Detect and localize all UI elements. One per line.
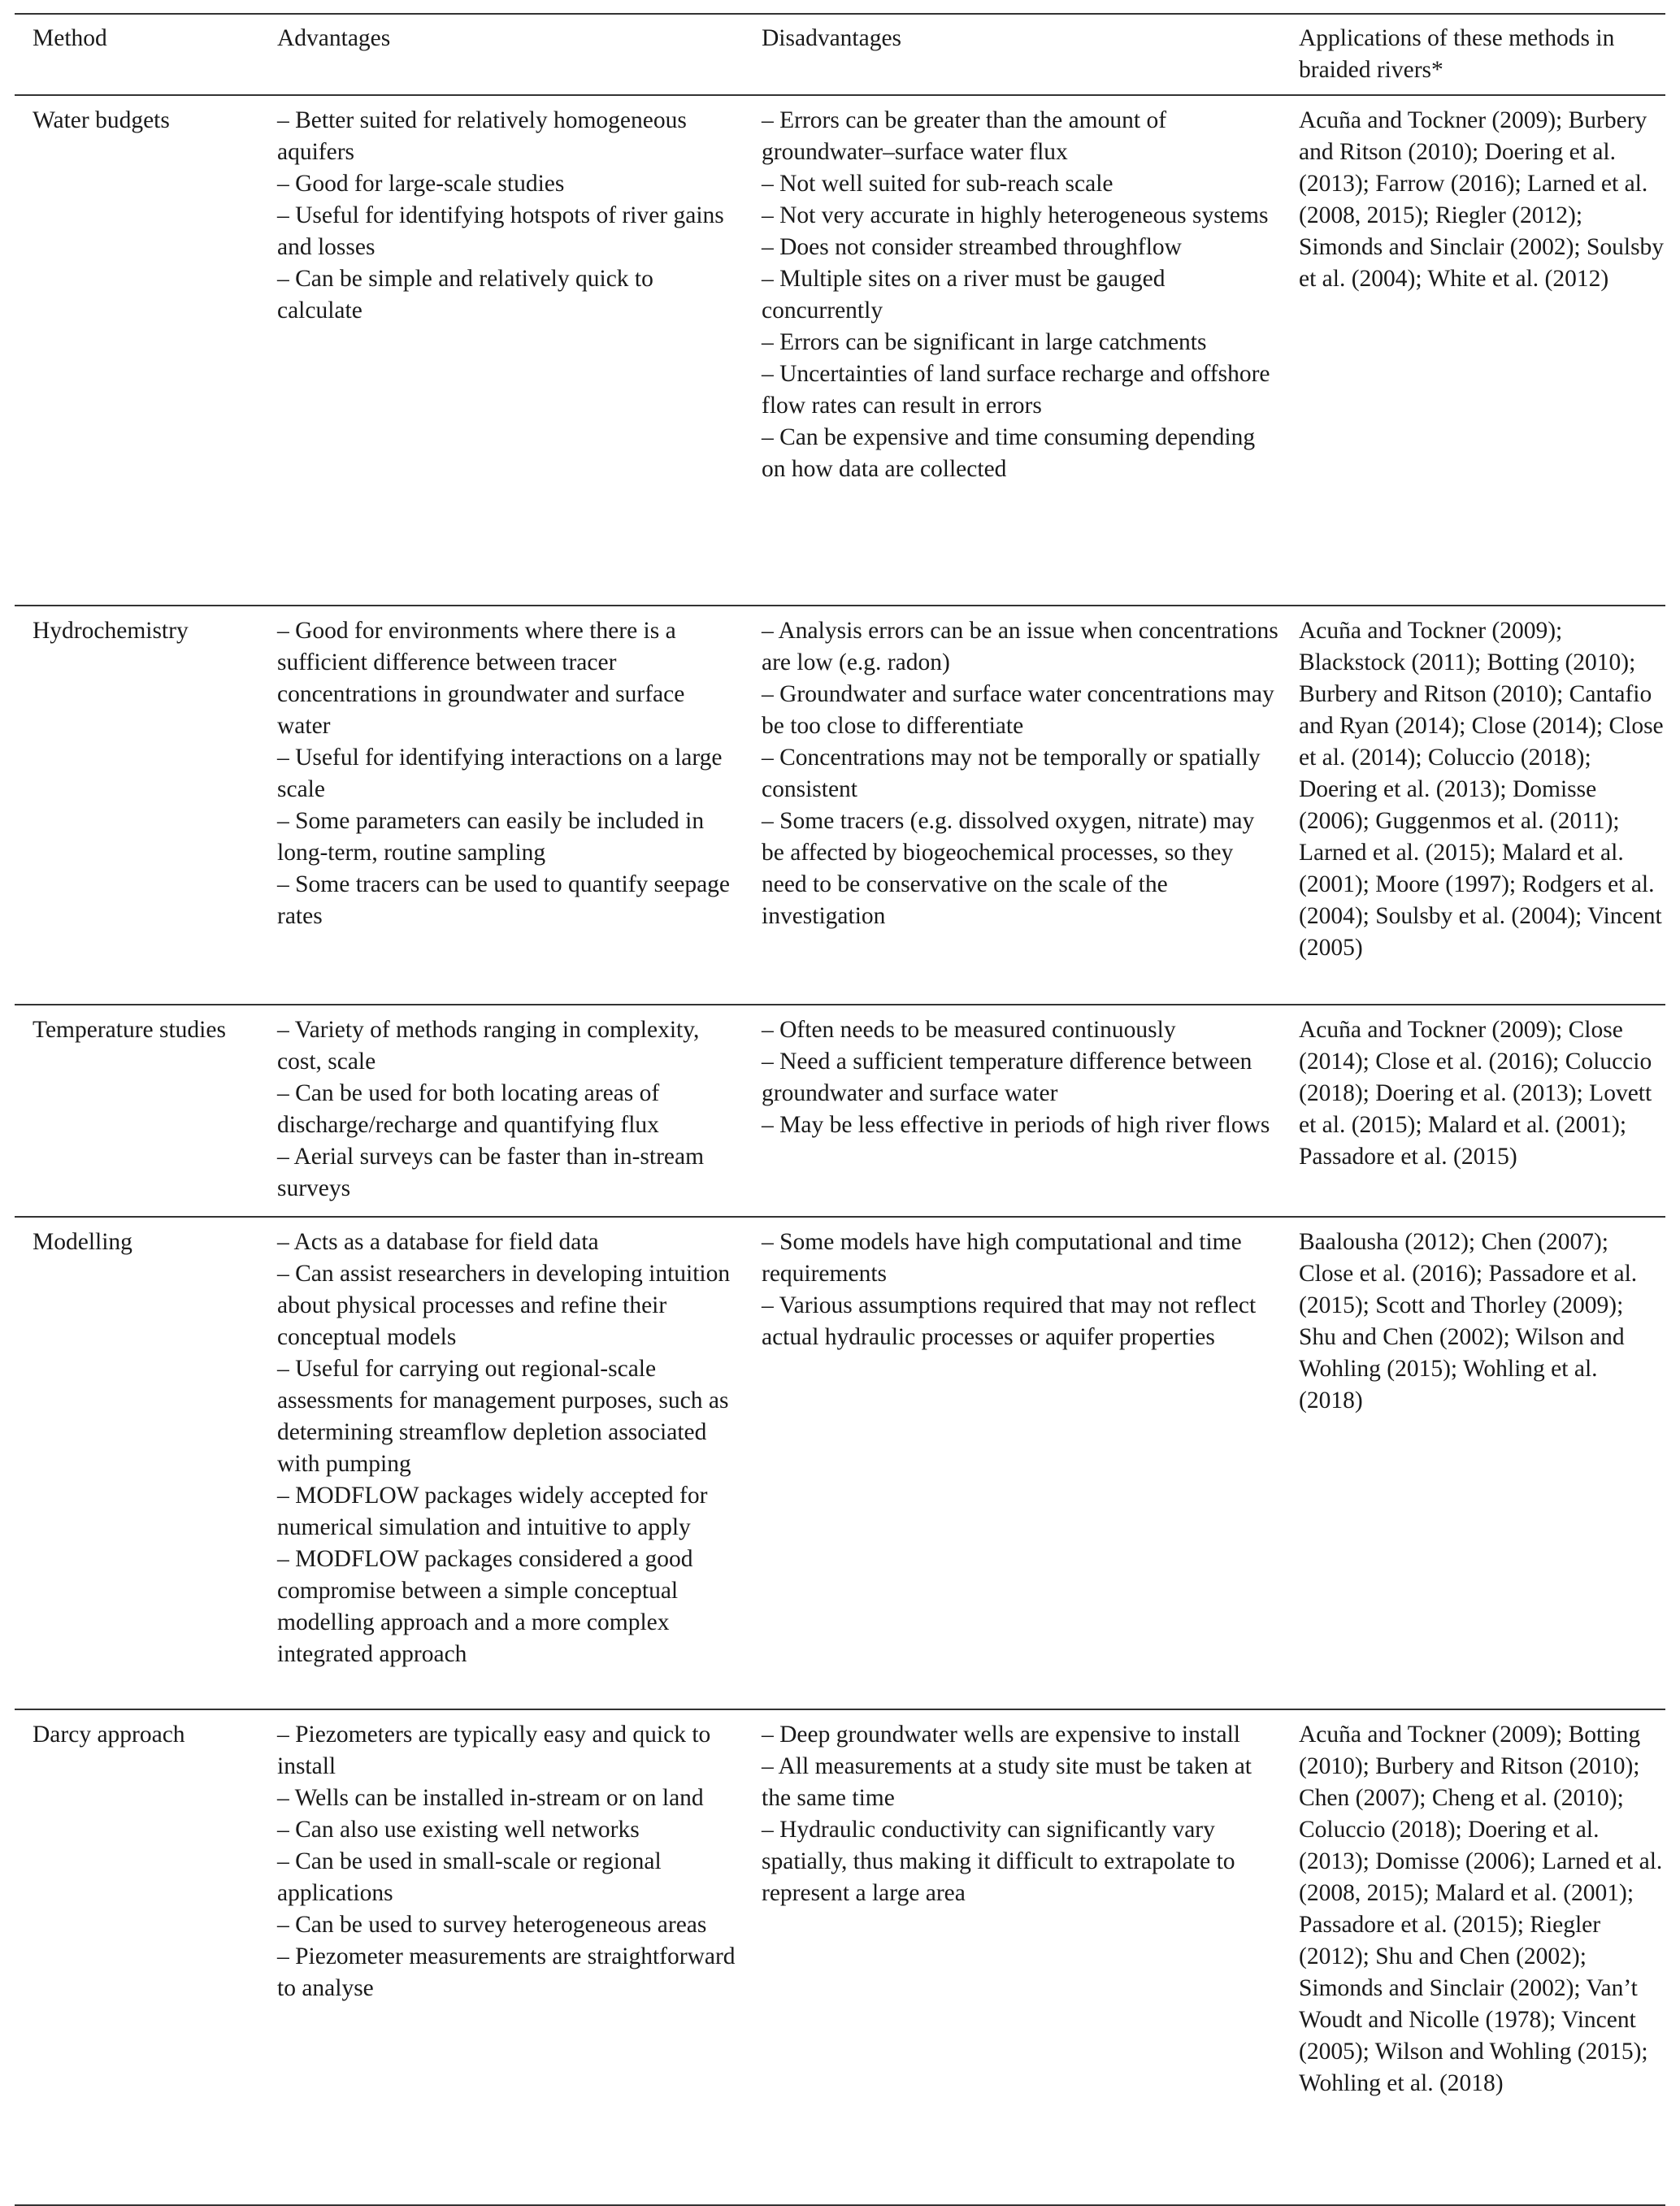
applications-citations: Acuña and Tockner (2009); Blackstock (2011); Botting (2010); Burbery and Ritson (2010); Cantafio and Ryan (2014); Close (2014); Close et al. (2014); Coluccio (2018); Doering et al. (2013); Domisse (2006); Guggenmos et al. (2011); Larned et al. (2015); Malard et al. (2001); Moore (1997); Rodgers et al. (2004); Soulsby et al. (2004); Vincent (2005) bbox=[1299, 618, 1664, 961]
advantage-item: – Variety of methods ranging in complexity, cost, scale bbox=[277, 1017, 700, 1075]
disadvantage-item: – Deep groundwater wells are expensive to install bbox=[762, 1722, 1240, 1748]
advantage-item: – Wells can be installed in-stream or on land bbox=[277, 1785, 704, 1811]
advantages-cell bbox=[259, 1005, 744, 1217]
disadvantage-item: – Can be expensive and time consuming depending on how data are collected bbox=[762, 424, 1256, 482]
disadvantage-item: – Often needs to be measured continuously bbox=[762, 1017, 1176, 1043]
advantages-cell bbox=[259, 1217, 744, 1709]
header-method: Method bbox=[33, 25, 107, 51]
disadvantage-item: – Some tracers (e.g. dissolved oxygen, nitrate) may be affected by biogeochemical processes, so they need to be conservative on the scale of the investigation bbox=[762, 808, 1255, 929]
disadvantage-item: – Errors can be greater than the amount of groundwater–surface water flux bbox=[762, 107, 1167, 165]
applications-cell bbox=[1281, 1217, 1665, 1709]
disadvantage-item: – Various assumptions required that may not reflect actual hydraulic processes or aquifer properties bbox=[762, 1292, 1257, 1350]
advantage-item: – Better suited for relatively homogeneous aquifers bbox=[277, 107, 687, 165]
disadvantages-cell bbox=[744, 606, 1281, 1005]
disadvantage-item: – All measurements at a study site must be taken at the same time bbox=[762, 1753, 1252, 1811]
advantage-item: – Can be used for both locating areas of discharge/recharge and quantifying flux bbox=[277, 1080, 660, 1138]
table-row bbox=[15, 606, 1665, 1005]
header-disadvantages: Disadvantages bbox=[762, 25, 902, 51]
advantage-item: – MODFLOW packages widely accepted for numerical simulation and intuitive to apply bbox=[277, 1483, 708, 1540]
disadvantage-item: – Not very accurate in highly heterogeneous systems bbox=[762, 202, 1269, 228]
disadvantage-item: – Does not consider streambed throughflow bbox=[762, 234, 1182, 260]
disadvantage-item: – Uncertainties of land surface recharge and offshore flow rates can result in errors bbox=[762, 361, 1270, 419]
advantage-item: – Piezometer measurements are straightforward to analyse bbox=[277, 1943, 736, 2001]
method-cell: Water budgets bbox=[33, 107, 170, 133]
disadvantage-item: – Concentrations may not be temporally or spatially consistent bbox=[762, 745, 1261, 802]
disadvantages-cell bbox=[744, 1217, 1281, 1709]
table-header bbox=[15, 14, 1665, 95]
disadvantage-item: – Analysis errors can be an issue when concentrations are low (e.g. radon) bbox=[762, 618, 1278, 675]
method-cell: Darcy approach bbox=[33, 1722, 185, 1748]
method-cell: Modelling bbox=[33, 1229, 132, 1255]
advantage-item: – MODFLOW packages considered a good compromise between a simple conceptual modelling approach and a more complex integrated approach bbox=[277, 1546, 693, 1667]
applications-citations: Baalousha (2012); Chen (2007); Close et al. (2016); Passadore et al. (2015); Scott and Thorley (2009); Shu and Chen (2002); Wilson and Wohling (2015); Wohling et al. (2018) bbox=[1299, 1229, 1638, 1413]
table-body bbox=[15, 95, 1665, 2205]
table-row bbox=[15, 95, 1665, 606]
applications-cell bbox=[1281, 95, 1665, 606]
applications-citations: Acuña and Tockner (2009); Botting (2010); Burbery and Ritson (2010); Chen (2007); Cheng et al. (2010); Coluccio (2018); Doering et al. (2013); Domisse (2006); Larned et al. (2008, 2015); Malard et al. (2001); Passadore et al. (2015); Riegler (2012); Shu and Chen (2002); Simonds and Sinclair (2002); Van’t Woudt and Nicolle (1978); Vincent (2005); Wilson and Wohling (2015); Wohling et al. (2018) bbox=[1299, 1722, 1663, 2096]
table-row bbox=[15, 1709, 1665, 2205]
advantage-item: – Useful for identifying interactions on a large scale bbox=[277, 745, 723, 802]
advantage-item: – Can also use existing well networks bbox=[277, 1817, 640, 1843]
advantage-item: – Aerial surveys can be faster than in-stream surveys bbox=[277, 1144, 705, 1201]
disadvantage-item: – Groundwater and surface water concentrations may be too close to differentiate bbox=[762, 681, 1274, 739]
method-cell: Hydrochemistry bbox=[33, 618, 189, 644]
advantage-item: – Good for large-scale studies bbox=[277, 171, 565, 197]
advantage-item: – Can be used in small-scale or regional applications bbox=[277, 1848, 662, 1906]
advantage-item: – Can be simple and relatively quick to calculate bbox=[277, 266, 653, 324]
header-applications: Applications of these methods in braided rivers* bbox=[1299, 25, 1615, 83]
disadvantages-cell bbox=[744, 1005, 1281, 1217]
advantage-item: – Useful for identifying hotspots of river gains and losses bbox=[277, 202, 724, 260]
advantages-cell bbox=[259, 95, 744, 606]
advantage-item: – Piezometers are typically easy and quick to install bbox=[277, 1722, 711, 1779]
advantage-item: – Some parameters can easily be included in long-term, routine sampling bbox=[277, 808, 705, 866]
disadvantage-item: – Multiple sites on a river must be gauged concurrently bbox=[762, 266, 1166, 324]
disadvantage-item: – Need a sufficient temperature difference between groundwater and surface water bbox=[762, 1049, 1252, 1106]
disadvantage-item: – Errors can be significant in large catchments bbox=[762, 329, 1207, 355]
disadvantage-item: – Hydraulic conductivity can significantly vary spatially, thus making it difficult to extrapolate to represent a large area bbox=[762, 1817, 1235, 1906]
advantage-item: – Can be used to survey heterogeneous areas bbox=[277, 1912, 707, 1938]
disadvantages-cell bbox=[744, 1709, 1281, 2205]
disadvantages-cell bbox=[744, 95, 1281, 606]
applications-cell bbox=[1281, 1005, 1665, 1217]
header-row bbox=[15, 14, 1665, 95]
method-cell: Temperature studies bbox=[33, 1017, 226, 1043]
disadvantage-item: – Not well suited for sub-reach scale bbox=[762, 171, 1113, 197]
table-row bbox=[15, 1005, 1665, 1217]
disadvantage-item: – Some models have high computational and time requirements bbox=[762, 1229, 1242, 1287]
advantage-item: – Acts as a database for field data bbox=[277, 1229, 599, 1255]
advantages-cell bbox=[259, 606, 744, 1005]
applications-cell bbox=[1281, 1709, 1665, 2205]
applications-citations: Acuña and Tockner (2009); Close (2014); Close et al. (2016); Coluccio (2018); Doering et al. (2013); Lovett et al. (2015); Malard et al. (2001); Passadore et al. (2015) bbox=[1299, 1017, 1652, 1170]
disadvantage-item: – May be less effective in periods of high river flows bbox=[762, 1112, 1270, 1138]
advantage-item: – Can assist researchers in developing intuition about physical processes and refine their conceptual models bbox=[277, 1261, 731, 1350]
advantage-item: – Good for environments where there is a sufficient difference between tracer concentrations in groundwater and surface water bbox=[277, 618, 685, 739]
table-row bbox=[15, 1217, 1665, 1709]
advantage-item: – Useful for carrying out regional-scale assessments for management purposes, such as determining streamflow depletion associated with pumping bbox=[277, 1356, 729, 1477]
header-advantages: Advantages bbox=[277, 25, 391, 51]
advantages-cell bbox=[259, 1709, 744, 2205]
applications-cell bbox=[1281, 606, 1665, 1005]
advantage-item: – Some tracers can be used to quantify seepage rates bbox=[277, 871, 731, 929]
methods-comparison-table bbox=[15, 13, 1665, 2206]
applications-citations: Acuña and Tockner (2009); Burbery and Ritson (2010); Doering et al. (2013); Farrow (2016); Larned et al. (2008, 2015); Riegler (2012); Simonds and Sinclair (2002); Soulsby et al. (2004); White et al. (2012) bbox=[1299, 107, 1665, 292]
